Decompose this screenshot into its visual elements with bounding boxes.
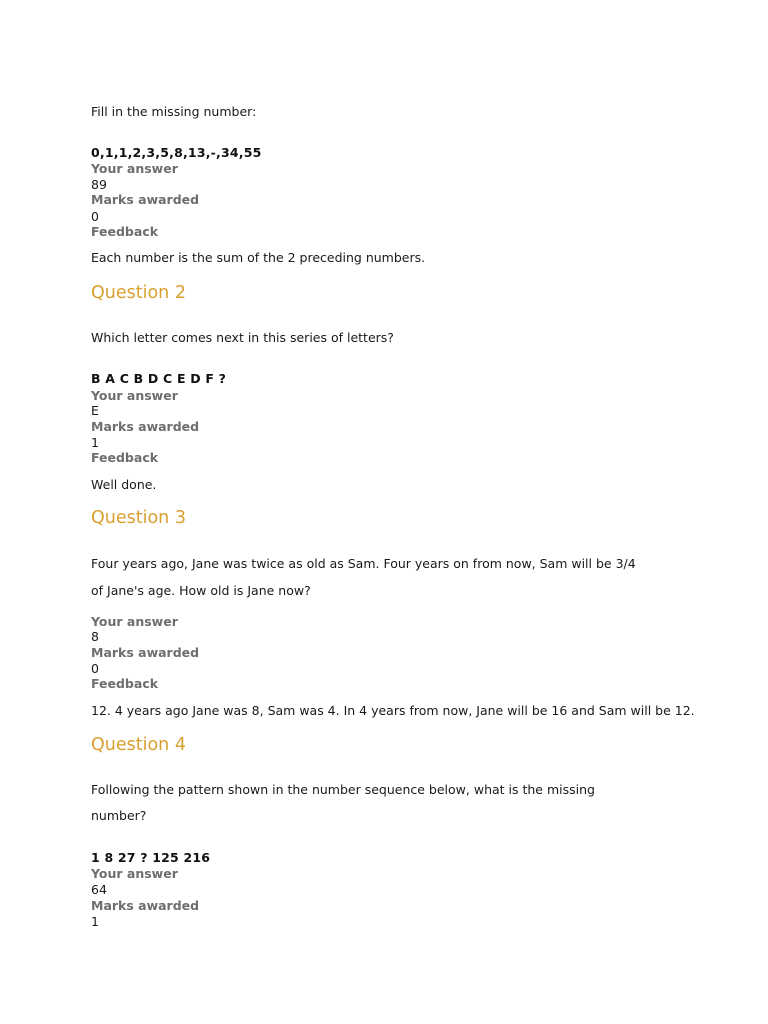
- q3-your-answer: 8: [91, 629, 99, 644]
- q1-prompt: Fill in the missing number:: [91, 104, 257, 119]
- q2-feedback: Well done.: [91, 477, 157, 492]
- q2-your-answer: E: [91, 403, 99, 418]
- q4-marks: 1: [91, 914, 99, 929]
- q4-prompt-line1: Following the pattern shown in the number sequence below, what is the missing: [91, 782, 595, 797]
- q1-feedback: Each number is the sum of the 2 preceding numbers.: [91, 250, 426, 265]
- q1-your-answer-label: Your answer: [91, 161, 178, 176]
- q3-marks-label: Marks awarded: [91, 645, 200, 660]
- q3-title: Question 3: [91, 508, 186, 528]
- q4-title: Question 4: [91, 735, 186, 755]
- q4-sequence: 1 8 27 ? 125 216: [91, 850, 211, 865]
- q1-marks: 0: [91, 209, 99, 224]
- q3-prompt-line2: of Jane's age. How old is Jane now?: [91, 583, 311, 598]
- q3-marks: 0: [91, 661, 99, 676]
- q2-marks: 1: [91, 435, 99, 450]
- q1-sequence: 0,1,1,2,3,5,8,13,-,34,55: [91, 145, 262, 160]
- q2-prompt: Which letter comes next in this series of letters?: [91, 330, 394, 345]
- q3-feedback: 12. 4 years ago Jane was 8, Sam was 4. In 4 years from now, Jane will be 16 and Sam will be 12.: [91, 703, 695, 718]
- q2-title: Question 2: [91, 283, 186, 303]
- q4-your-answer: 64: [91, 882, 107, 897]
- q4-marks-label: Marks awarded: [91, 898, 200, 913]
- q4-prompt-line2: number?: [91, 808, 147, 823]
- q3-feedback-label: Feedback: [91, 676, 159, 691]
- q2-sequence: B A C B D C E D F ?: [91, 371, 227, 386]
- q1-feedback-label: Feedback: [91, 224, 159, 239]
- q4-your-answer-label: Your answer: [91, 866, 178, 881]
- q3-your-answer-label: Your answer: [91, 614, 178, 629]
- q2-marks-label: Marks awarded: [91, 419, 200, 434]
- q3-prompt-line1: Four years ago, Jane was twice as old as Sam. Four years on from now, Sam will be 3/4: [91, 556, 636, 571]
- q2-your-answer-label: Your answer: [91, 388, 178, 403]
- q1-marks-label: Marks awarded: [91, 192, 200, 207]
- q2-feedback-label: Feedback: [91, 450, 159, 465]
- q1-your-answer: 89: [91, 177, 107, 192]
